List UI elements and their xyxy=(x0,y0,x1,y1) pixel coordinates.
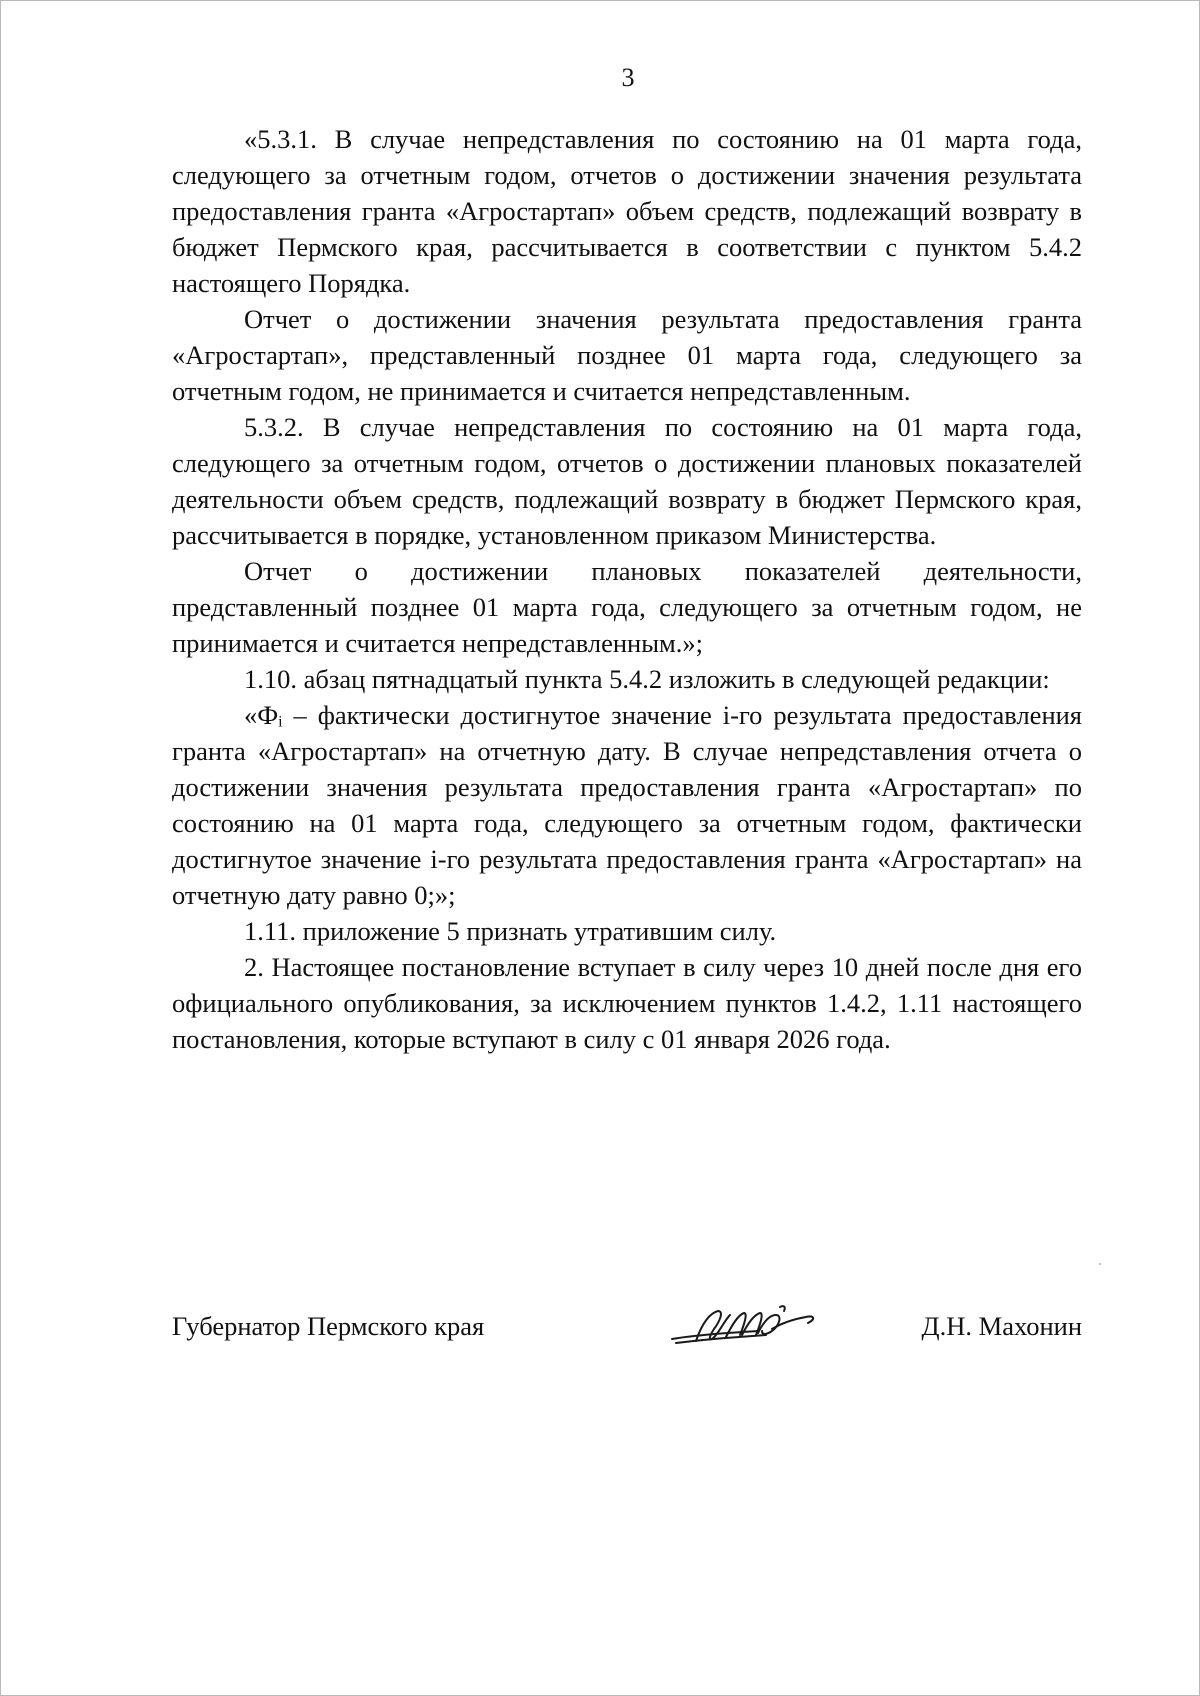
paragraph-1-10: 1.10. абзац пятнадцатый пункта 5.4.2 изложить в следующей редакции: xyxy=(244,664,1050,694)
signature-block xyxy=(172,1301,1082,1361)
paragraph-1-11: 1.11. приложение 5 признать утратившим силу. xyxy=(244,916,777,946)
signer-position: Губернатор Пермского края xyxy=(172,1311,485,1341)
paragraph-5-3-1: «5.3.1. В случае непредставления по состоянию на 01 марта года, следующего за отчетным годом, отчетов о достижении значения результата предоставления гранта «Агростартап» объем средств, подлежащий возврату в бюджет Пермского края, рассчитывается в соответствии с пунктом 5.4.2 настоящего Порядка. xyxy=(172,124,1082,298)
signer-name: Д.Н. Махонин xyxy=(921,1311,1082,1341)
paragraph-fi-definition: «Фᵢ – фактически достигнутое значение i-го результата предоставления гранта «Агростартап» на отчетную дату. В случае непредставления отчета о достижении значения результата предоставления гранта «Агростартап» по состоянию на 01 марта года, следующего за отчетным годом, фактически достигнутое значение i-го результата предоставления гранта «Агростартап» на отчетную дату равно 0;»; xyxy=(172,700,1082,910)
paragraph-5-3-2: 5.3.2. В случае непредставления по состоянию на 01 марта года, следующего за отчетным годом, отчетов о достижении плановых показателей деятельности объем средств, подлежащий возврату в бюджет Пермского края, рассчитывается в порядке, установленном приказом Министерства. xyxy=(172,412,1082,550)
paragraph-2-effective-date: 2. Настоящее постановление вступает в силу через 10 дней после дня его официального опубликования, за исключением пунктов 1.4.2, 1.11 настоящего постановления, которые вступают в силу с 01 января 2026 года. xyxy=(172,952,1082,1054)
page-number: 3 xyxy=(621,63,635,92)
document-body xyxy=(172,121,1082,1057)
paragraph-report-indicators: Отчет о достижении плановых показателей деятельности, представленный позднее 01 марта года, следующего за отчетным годом, не принимается и считается непредставленным.»; xyxy=(172,556,1082,658)
paragraph-report-result: Отчет о достижении значения результата предоставления гранта «Агростартап», представленный позднее 01 марта года, следующего за отчетным годом, не принимается и считается непредставленным. xyxy=(172,304,1082,406)
scan-speck xyxy=(1099,1263,1101,1265)
handwritten-signature xyxy=(666,1301,836,1357)
